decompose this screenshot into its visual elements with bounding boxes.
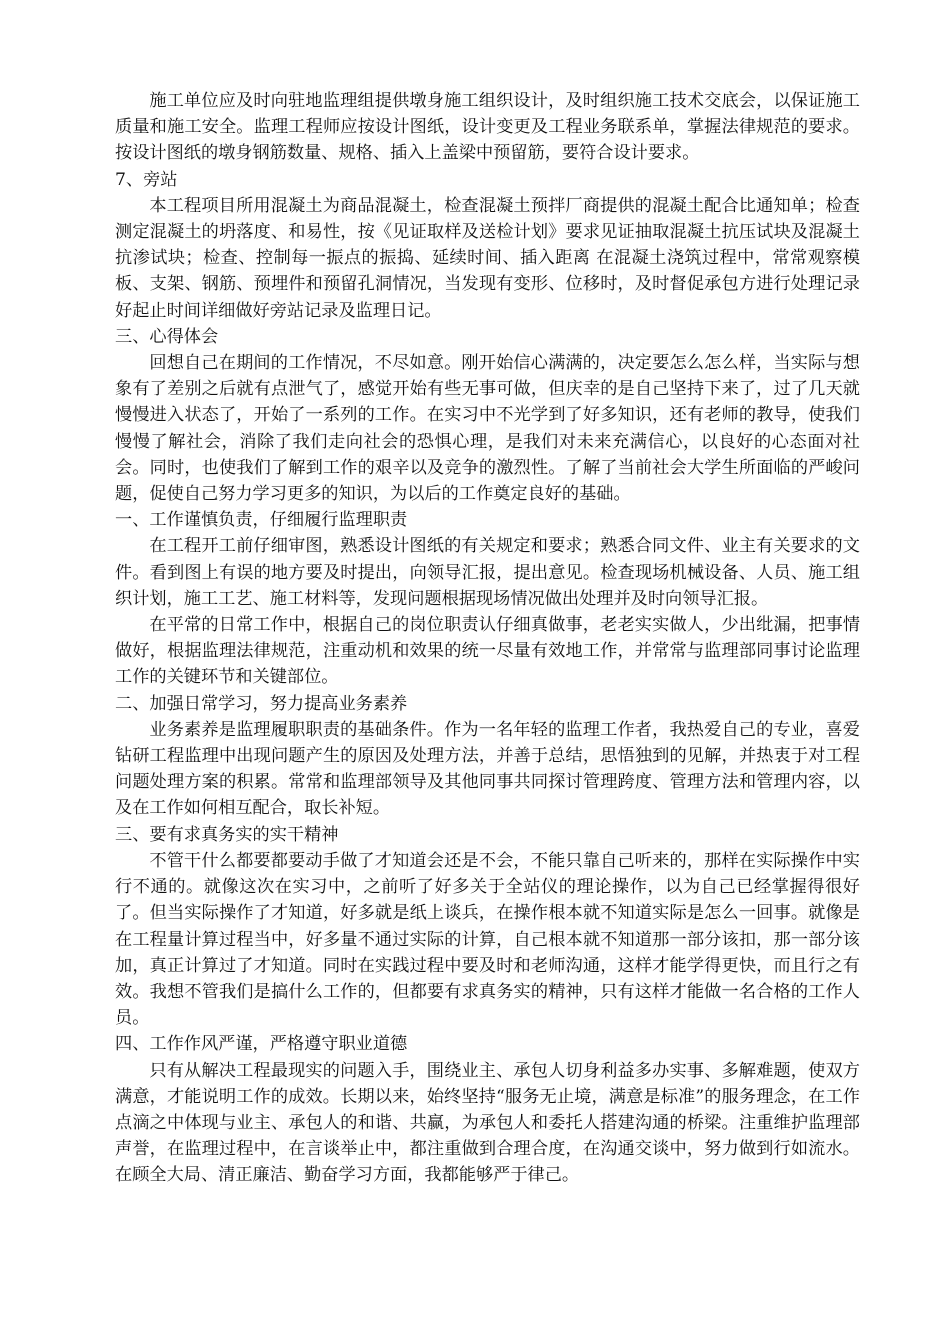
heading-daily-learning: 二、加强日常学习，努力提高业务素养 <box>115 693 408 714</box>
paragraph-reflections: 回想自己在期间的工作情况，不尽如意。刚开始信心满满的，决定要怎么怎么样，当实际与想象有了差别之后就有点泄气了，感觉开始有些无事可做，但庆幸的是自己坚持下来了，过了几天就慢慢进入状态了，开始了一系列的工作。在实习中不光学到了好多知识，还有老师的教导，使我们慢慢了解社会，消除了我们走向社会的恐惧心理，是我们对未来充满信心，以良好的心态面对社会。同时，也使我们了解到工作的艰辛以及竞争的激烈性。了解了当前社会大学生所面临的严峻问题，促使自己努力学习更多的知识，为以后的工作奠定良好的基础。 <box>115 353 860 505</box>
heading-careful-responsible: 一、工作谨慎负责，仔细履行监理职责 <box>115 510 408 531</box>
paragraph-professional-quality: 业务素养是监理履职职责的基础条件。作为一名年轻的监理工作者，我热爱自己的专业，喜爱钻研工程监理中出现问题产生的原因及处理方法，并善于总结，思悟独到的见解，并热衷于对工程问题处理方案的积累。常常和监理部领导及其他同事共同探讨管理跨度、管理方法和管理内容，以及在工作如何相互配合，取长补短。 <box>115 719 860 819</box>
paragraph-concrete-supervision: 本工程项目所用混凝土为商品混凝土，检查混凝土预拌厂商提供的混凝土配合比通知单；检查测定混凝土的坍落度、和易性，按《见证取样及送检计划》要求见证抽取混凝土抗压试块及混凝土抗渗试块；检查、控制每一振点的振捣、延续时间、插入距离 在混凝土浇筑过程中，常常观察模板、支架、钢筋、预埋件和预留孔洞情况，当发现有变形、位移时，及时督促承包方进行处理记录好起止时间详细做好旁站记录及监理日记。 <box>115 195 860 321</box>
paragraph-hands-on-practice: 不管干什么都要都要动手做了才知道会还是不会，不能只靠自己听来的，那样在实际操作中实行不通的。就像这次在实习中，之前听了好多关于全站仪的理论操作，以为自己已经掌握得很好了。但当实际操作了才知道，好多就是纸上谈兵，在操作根本就不知道实际是怎么一回事。就像是在工程量计算过程当中，好多量不通过实际的计算，自己根本就不知道那一部分该扣，那一部分该加，真正计算过了才知道。同时在实践过程中要及时和老师沟通，这样才能学得更快，而且行之有效。我想不管我们是搞什么工作的，但都要有求真务实的精神，只有这样才能做一名合格的工作人员。 <box>115 850 860 1029</box>
heading-professional-ethics: 四、工作作风严谨，严格遵守职业道德 <box>115 1034 408 1055</box>
heading-practical-spirit: 三、要有求真务实的实干精神 <box>115 824 339 845</box>
heading-supervision-on-site: 7、旁站 <box>115 169 178 190</box>
paragraph-daily-work: 在平常的日常工作中，根据自己的岗位职责认仔细真做事，老老实实做人，少出纰漏，把事情做好，根据监理法律规范，注重动机和效果的统一尽量有效地工作，并常常与监理部同事讨论监理工作的关键环节和关键部位。 <box>115 615 860 688</box>
paragraph-pier-construction: 施工单位应及时向驻地监理组提供墩身施工组织设计，及时组织施工技术交底会，以保证施工质量和施工安全。监理工程师应按设计图纸，设计变更及工程业务联系单，掌握法律规范的要求。按设计图纸的墩身钢筋数量、规格、插入上盖梁中预留筋，要符合设计要求。 <box>115 91 860 164</box>
paragraph-service-philosophy: 只有从解决工程最现实的问题入手，围绕业主、承包人切身利益多办实事、多解难题，使双方满意，才能说明工作的成效。长期以来，始终坚持“服务无止境，满意是标准”的服务理念，在工作点滴之中体现与业主、承包人的和谐、共赢，为承包人和委托人搭建沟通的桥梁。注重维护监理部声誉，在监理过程中，在言谈举止中，都注重做到合理合度，在沟通交谈中，努力做到行如流水。在顾全大局、清正廉洁、勤奋学习方面，我都能够严于律己。 <box>115 1060 860 1186</box>
document-page <box>115 88 860 1189</box>
paragraph-drawing-review: 在工程开工前仔细审图，熟悉设计图纸的有关规定和要求；熟悉合同文件、业主有关要求的文件。看到图上有误的地方要及时提出，向领导汇报，提出意见。检查现场机械设备、人员、施工组织计划，施工工艺、施工材料等，发现问题根据现场情况做出处理并及时向领导汇报。 <box>115 536 860 609</box>
heading-reflections: 三、心得体会 <box>115 326 219 347</box>
